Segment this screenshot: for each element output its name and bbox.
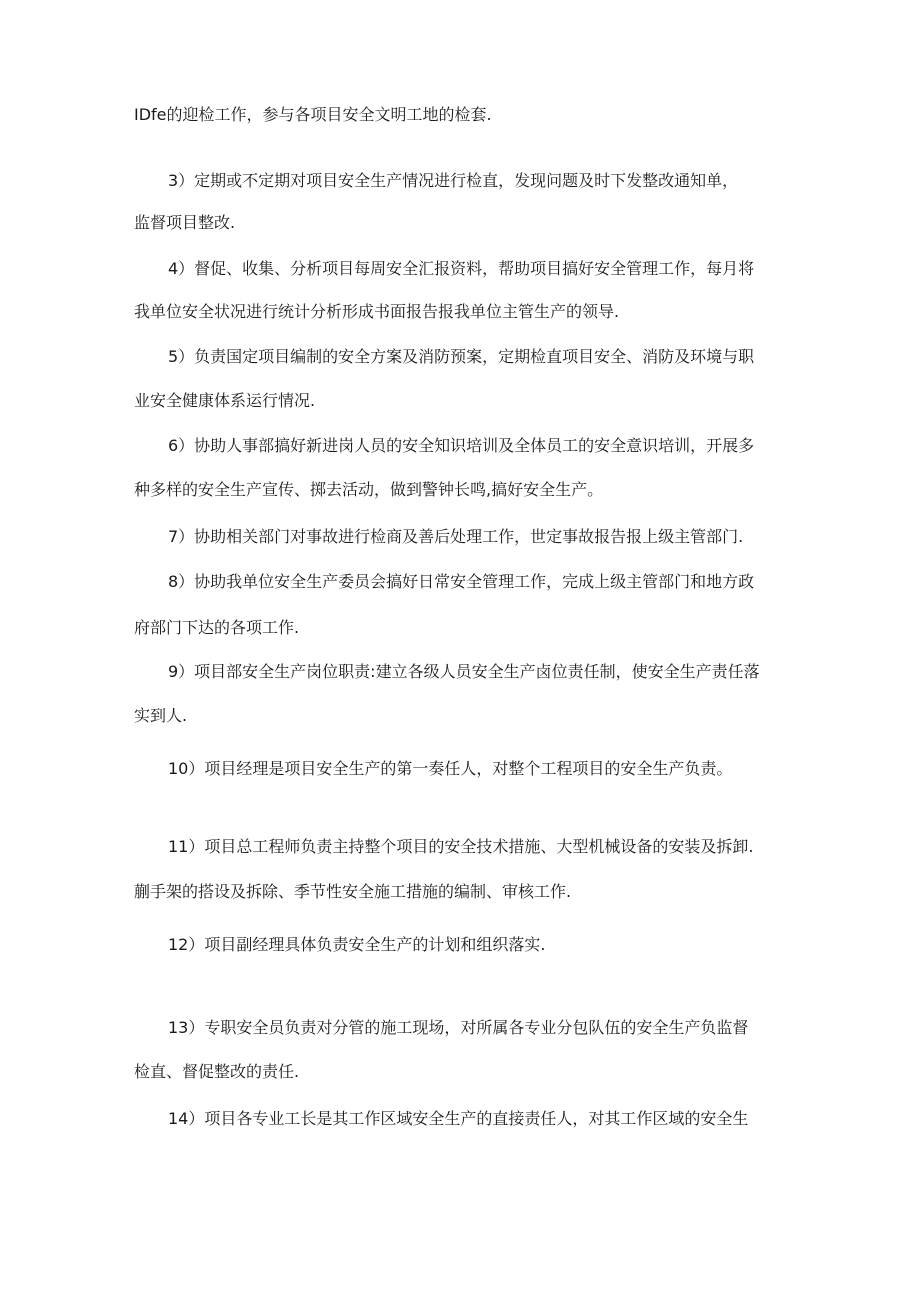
text-line: 13）专职安全员负责对分管的施工现场，对所属各专业分包队伍的安全生产负监督	[168, 1018, 749, 1037]
text-line: 我单位安全状况进行统计分析形成书面报告报我单位主管生产的领导.	[134, 302, 620, 321]
text-line: 11）项目总工程师负责主持整个项目的安全技术措施、大型机械设备的安装及拆卸.	[168, 837, 754, 856]
text-line: 检直、督促整改的责任.	[134, 1062, 300, 1081]
text-line: 6）协助人事部搞好新进岗人员的安全知识培训及全体员工的安全意识培训，开展多	[168, 436, 755, 455]
text-line: 蒯手架的搭设及拆除、季节性安全施工措施的编制、审核工作.	[134, 882, 572, 901]
text-line: 8）协助我单位安全生产委员会搞好日常安全管理工作，完成上级主管部门和地方政	[168, 572, 755, 591]
text-line: 12）项目副经理具体负责安全生产的计划和组织落实.	[168, 935, 546, 954]
text-line: 9）项目部安全生产岗位职责:建立各级人员安全生产卤位责任制，使安全生产责任落	[168, 662, 760, 681]
text-line: 府部门下达的各项工作.	[134, 618, 300, 637]
text-line: 监督项目整改.	[134, 213, 236, 232]
text-line: 7）协助相关部门对事故进行检商及善后处理工作，世定事故报告报上级主管部门.	[168, 527, 744, 546]
text-line: 4）督促、收集、分析项目每周安全汇报资料，帮助项目搞好安全管理工作，每月将	[168, 259, 755, 278]
text-line: 10）项目经理是项目安全生产的第一奏任人，对整个工程项目的安全生产负责。	[168, 759, 733, 778]
text-line: 种多样的安全生产宣传、掷去活动，做到警钟长鸣,搞好安全生产。	[134, 480, 604, 499]
text-line: 实到人.	[134, 706, 188, 725]
text-line: 5）负责国定项目编制的安全方案及消防预案，定期检直项目安全、消防及环境与职	[168, 347, 755, 366]
text-line: 14）项目各专业工长是其工作区域安全生产的直接责任人，对其工作区域的安全生	[168, 1109, 749, 1128]
text-line: IDfe的迎检工作，参与各项目安全文明工地的检套.	[134, 105, 492, 124]
text-line: 业安全健康体系运行情况.	[134, 391, 316, 410]
text-line: 3）定期或不定期对项目安全生产情况进行检直，发现问题及时下发整改通知单，	[168, 171, 739, 190]
